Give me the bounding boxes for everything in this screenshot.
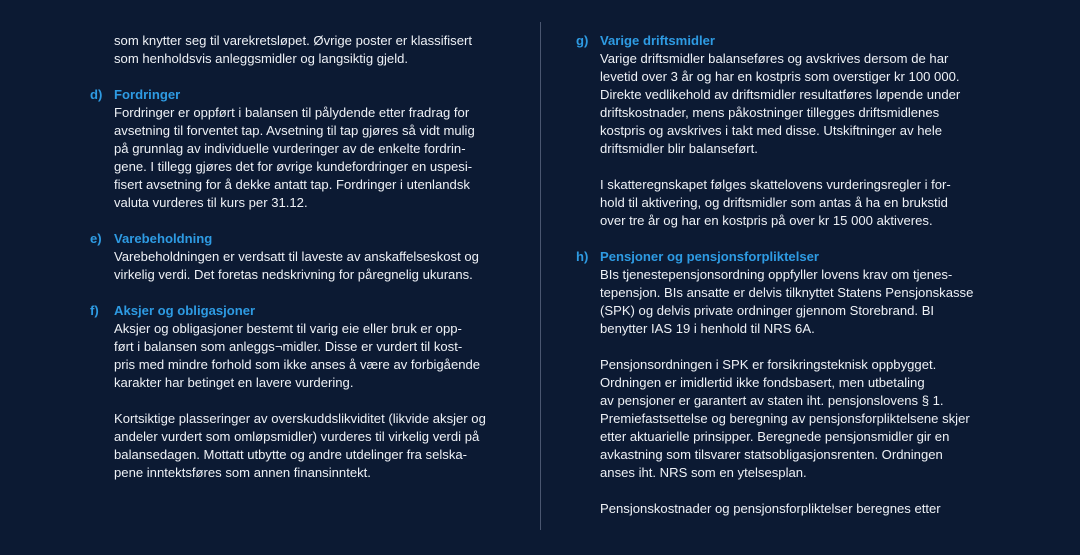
section-letter: f) <box>90 303 99 318</box>
section-f-aksjer <box>90 302 510 482</box>
section-heading <box>90 230 510 248</box>
section-paragraph: Fordringer er oppført i balansen til pålydende etter fradrag for avsetning til forventet tap. Avsetning til tap gjøres så vidt mulig på grunnlag av individuelle vurderinger av de enkelte fordrin- gene. I tillegg gjøres det for øvrige kundefordringer en uspesi- fisert avsetning for å dekke antatt tap. Fordringer i utenlandsk valuta vurderes til kurs per 31.12. <box>114 105 475 210</box>
section-title: Aksjer og obligasjoner <box>114 303 256 318</box>
section-h-pensjoner <box>576 248 996 518</box>
section-letter: d) <box>90 87 103 102</box>
section-paragraph: I skatteregnskapet følges skattelovens vurderingsregler i for- hold til aktivering, og driftsmidler som antas å ha en brukstid over tre år og har en kostpris på over kr 15 000 aktiveres. <box>600 177 951 228</box>
section-d-fordringer <box>90 86 510 212</box>
section-title: Fordringer <box>114 87 181 102</box>
section-heading <box>576 32 996 50</box>
section-paragraph: Pensjonsordningen i SPK er forsikringsteknisk oppbygget. Ordningen er imidlertid ikke fondsbasert, men utbetaling av pensjoner er garantert av staten iht. pensjonslovens § 1. Premiefastsettelse og beregning av pensjonsforpliktelsene skjer etter aktuarielle prinsipper. Beregnede pensjonsmidler gir en avkastning som tilsvarer statsobligasjonsrenten. Ordningen anses iht. NRS som en ytelsesplan. <box>600 357 970 480</box>
intro-paragraph: som knytter seg til varekretsløpet. Øvrige poster er klassifisert som henholdsvis anleggsmidler og langsiktig gjeld. <box>114 33 473 66</box>
section-title: Varige driftsmidler <box>600 33 715 48</box>
section-heading <box>576 248 996 266</box>
section-heading <box>90 302 510 320</box>
right-column <box>576 32 996 518</box>
section-letter: e) <box>90 231 102 246</box>
section-heading <box>90 86 510 104</box>
section-paragraph: Varige driftsmidler balanseføres og avskrives dersom de har levetid over 3 år og har en kostpris som overstiger kr 100 000. Direkte vedlikehold av driftsmidler resultatføres løpende under driftskostnader, mens påkostninger tillegges driftsmidlenes kostpris og avskrives i takt med disse. Utskiftninger av hele driftsmidler blir balanseført. <box>600 51 961 156</box>
section-paragraph: Varebeholdningen er verdsatt til laveste av anskaffelseskost og virkelig verdi. Det foretas nedskrivning for påregnelig ukurans. <box>114 249 479 282</box>
section-title: Pensjoner og pensjonsforpliktelser <box>600 249 820 264</box>
section-paragraph: BIs tjenestepensjonsordning oppfyller lovens krav om tjenes- tepensjon. BIs ansatte er delvis tilknyttet Statens Pensjonskasse (SPK) og delvis private ordninger gjennom Storebrand. BI benytter IAS 19 i henhold til NRS 6A. <box>600 267 974 336</box>
section-title: Varebeholdning <box>114 231 213 246</box>
section-e-varebeholdning <box>90 230 510 284</box>
section-letter: h) <box>576 249 589 264</box>
left-column <box>90 32 510 482</box>
section-g-driftsmidler <box>576 32 996 230</box>
section-paragraph: Pensjonskostnader og pensjonsforpliktelser beregnes etter <box>600 501 941 516</box>
section-paragraph: Aksjer og obligasjoner bestemt til varig eie eller bruk er opp- ført i balansen som anleggs¬midler. Disse er vurdert til kost- pris med mindre forhold som ikke anses å være av forbigående karakter har betinget en lavere vurdering. <box>114 321 481 390</box>
section-paragraph: Kortsiktige plasseringer av overskuddslikviditet (likvide aksjer og andeler vurdert som omløpsmidler) vurderes til virkelig verdi på balansedagen. Mottatt utbytte og andre utdelinger fra selska- pene inntektsføres som annen finansinntekt. <box>114 411 486 480</box>
section-letter: g) <box>576 33 589 48</box>
column-divider <box>540 22 541 530</box>
